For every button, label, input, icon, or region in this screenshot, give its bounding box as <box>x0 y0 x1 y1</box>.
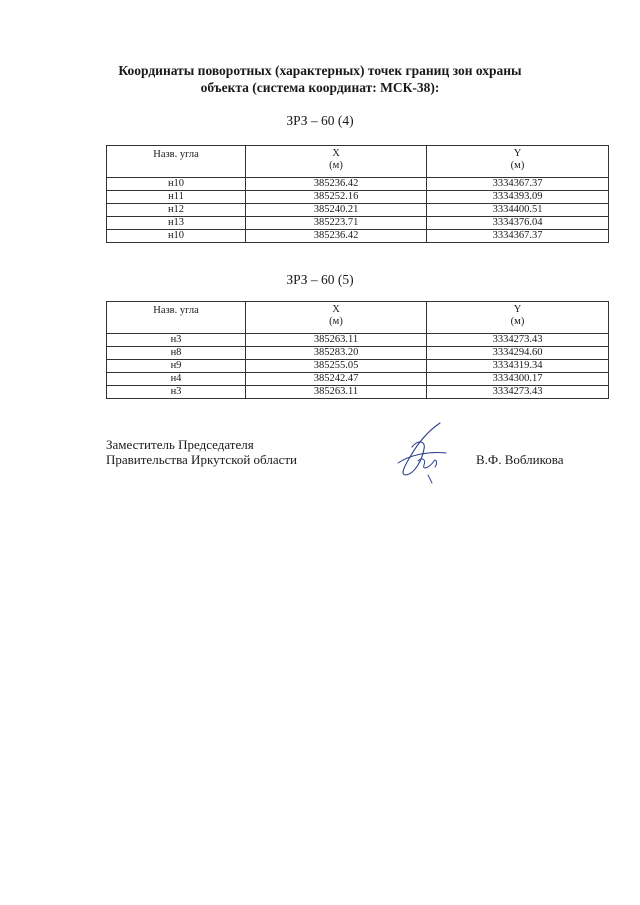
signatory-position <box>106 437 297 467</box>
cell-y: 3334294.60 <box>427 347 609 360</box>
coordinates-table-1 <box>106 145 609 243</box>
cell-name: н3 <box>107 334 246 347</box>
cell-y: 3334273.43 <box>427 386 609 399</box>
cell-x: 385242.47 <box>246 373 427 386</box>
header-corner-name: Назв. угла <box>107 302 246 334</box>
cell-name: н12 <box>107 204 246 217</box>
table-row <box>107 178 609 191</box>
table-row <box>107 334 609 347</box>
cell-y: 3334393.09 <box>427 191 609 204</box>
zone-title-2: ЗРЗ – 60 (5) <box>286 272 354 287</box>
table-row <box>107 386 609 399</box>
cell-x: 385263.11 <box>246 386 427 399</box>
cell-name: н10 <box>107 230 246 243</box>
cell-y: 3334367.37 <box>427 230 609 243</box>
cell-x: 385252.16 <box>246 191 427 204</box>
table-row <box>107 373 609 386</box>
header-x: X (м) <box>246 146 427 178</box>
cell-x: 385283.20 <box>246 347 427 360</box>
table-header-row <box>107 302 609 334</box>
cell-y: 3334376.04 <box>427 217 609 230</box>
signatory-position-line-1: Заместитель Председателя <box>106 437 254 452</box>
table-row <box>107 191 609 204</box>
cell-y: 3334300.17 <box>427 373 609 386</box>
cell-name: н3 <box>107 386 246 399</box>
cell-y: 3334400.51 <box>427 204 609 217</box>
signatory-position-line-2: Правительства Иркутской области <box>106 452 298 467</box>
cell-name: н9 <box>107 360 246 373</box>
cell-name: н10 <box>107 178 246 191</box>
cell-name: н11 <box>107 191 246 204</box>
cell-y: 3334273.43 <box>427 334 609 347</box>
cell-y: 3334319.34 <box>427 360 609 373</box>
title-line-1: Координаты поворотных (характерных) точек границ зон охраны <box>118 63 522 78</box>
handwritten-signature <box>388 417 458 485</box>
title-line-2: объекта (система координат: МСК-38): <box>200 80 440 95</box>
coordinates-table-2 <box>106 301 609 399</box>
header-y: Y (м) <box>427 302 609 334</box>
table-row <box>107 204 609 217</box>
table-header-row <box>107 146 609 178</box>
header-y: Y (м) <box>427 146 609 178</box>
table-row <box>107 347 609 360</box>
cell-name: н13 <box>107 217 246 230</box>
table-row <box>107 360 609 373</box>
cell-x: 385263.11 <box>246 334 427 347</box>
header-x: X (м) <box>246 302 427 334</box>
cell-x: 385223.71 <box>246 217 427 230</box>
cell-x: 385236.42 <box>246 178 427 191</box>
zone-title-1: ЗРЗ – 60 (4) <box>286 113 354 128</box>
cell-x: 385240.21 <box>246 204 427 217</box>
cell-x: 385255.05 <box>246 360 427 373</box>
cell-name: н8 <box>107 347 246 360</box>
signatory-name: В.Ф. Вобликова <box>476 452 564 467</box>
table-row <box>107 230 609 243</box>
cell-y: 3334367.37 <box>427 178 609 191</box>
header-corner-name: Назв. угла <box>107 146 246 178</box>
document-title <box>100 62 540 96</box>
cell-x: 385236.42 <box>246 230 427 243</box>
cell-name: н4 <box>107 373 246 386</box>
table-row <box>107 217 609 230</box>
